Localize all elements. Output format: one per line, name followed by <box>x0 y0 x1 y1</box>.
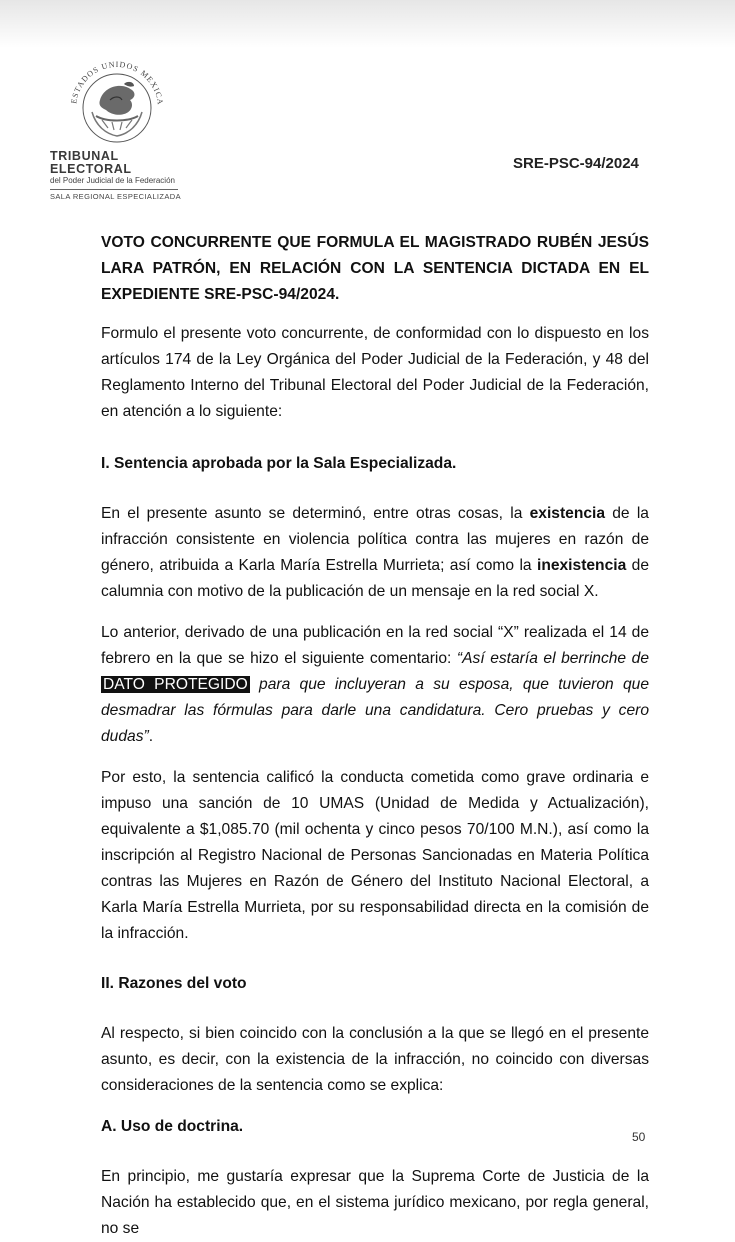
section-1-heading: I. Sentencia aprobada por la Sala Especializada. <box>101 455 457 472</box>
org-subtitle: del Poder Judicial de la Federación <box>50 176 175 185</box>
case-number: SRE-PSC-94/2024 <box>513 155 639 172</box>
text-run: de calumnia con motivo de la publicación de un mensaje en la red social X. <box>101 557 649 600</box>
org-name: TRIBUNAL ELECTORAL <box>50 149 132 176</box>
text-run: . <box>148 728 154 745</box>
section-a-paragraph-1: En principio, me gustaría expresar que la Suprema Corte de Justicia de la Nación ha establecido que, en el sistema jurídico mexicano, por regla general, no se <box>101 1168 649 1237</box>
document-title: VOTO CONCURRENTE QUE FORMULA EL MAGISTRADO RUBÉN JESÚS LARA PATRÓN, EN RELACIÓN CON LA SENTENCIA DICTADA EN EL EXPEDIENTE SRE-PSC-94/2024. <box>101 234 649 303</box>
section-2-paragraph-1: Al respecto, si bien coincido con la conclusión a la que se llegó en el presente asunto, es decir, con la existencia de la infracción, no coincido con diversas consideraciones de la sentencia como se explica: <box>101 1025 649 1094</box>
section-1-paragraph-1 <box>101 501 649 605</box>
quote-start: “Así estaría el berrinche de <box>456 650 649 667</box>
scan-shadow <box>0 0 735 48</box>
page-number: 50 <box>632 1130 646 1144</box>
text-run: Lo anterior, derivado de una publicación en la red social “X” realizada el 14 de febrero en la que se hizo el siguiente comentario: <box>101 624 649 667</box>
section-2-heading: II. Razones del voto <box>101 975 247 992</box>
redacted-data-label: DATO PROTEGIDO <box>103 676 248 693</box>
quote-end: para que incluyeran a su esposa, que tuvieron que desmadrar las fórmulas para darle una candidatura. Cero pruebas y cero dudas” <box>101 676 649 745</box>
text-run: En el presente asunto se determinó, entre otras cosas, la <box>101 505 530 522</box>
section-1-paragraph-2 <box>101 620 649 750</box>
bold-existencia: existencia <box>529 505 606 522</box>
seal-ring-text: ESTADOS UNIDOS MEXICA <box>69 59 166 106</box>
org-sala: SALA REGIONAL ESPECIALIZADA <box>50 192 181 201</box>
text-run: de la infracción consistente en violencia política contra las mujeres en razón de género, atribuida a Karla María Estrella Murrieta; así como la <box>101 505 649 574</box>
bold-inexistencia: inexistencia <box>536 557 627 574</box>
section-1-paragraph-3: Por esto, la sentencia calificó la conducta cometida como grave ordinaria e impuso una sanción de 10 UMAS (Unidad de Medida y Actualización), equivalente a $1,085.70 (mil ochenta y cinco pesos 70/100 M.N.), así como la inscripción al Registro Nacional de Personas Sancionadas en Materia Política contras las Mujeres en Razón de Género del Instituto Nacional Electoral, a Karla María Estrella Murrieta, por su responsabilidad directa en la comisión de la infracción. <box>101 769 649 942</box>
org-divider <box>50 189 178 190</box>
section-a-heading: A. Uso de doctrina. <box>101 1118 244 1135</box>
document-body <box>101 230 649 1242</box>
court-identity <box>50 150 190 201</box>
intro-paragraph: Formulo el presente voto concurrente, de conformidad con lo dispuesto en los artículos 174 de la Ley Orgánica del Poder Judicial de la Federación, y 48 del Reglamento Interno del Tribunal Electoral del Poder Judicial de la Federación, en atención a lo siguiente: <box>101 325 649 420</box>
national-seal-icon <box>62 56 172 150</box>
